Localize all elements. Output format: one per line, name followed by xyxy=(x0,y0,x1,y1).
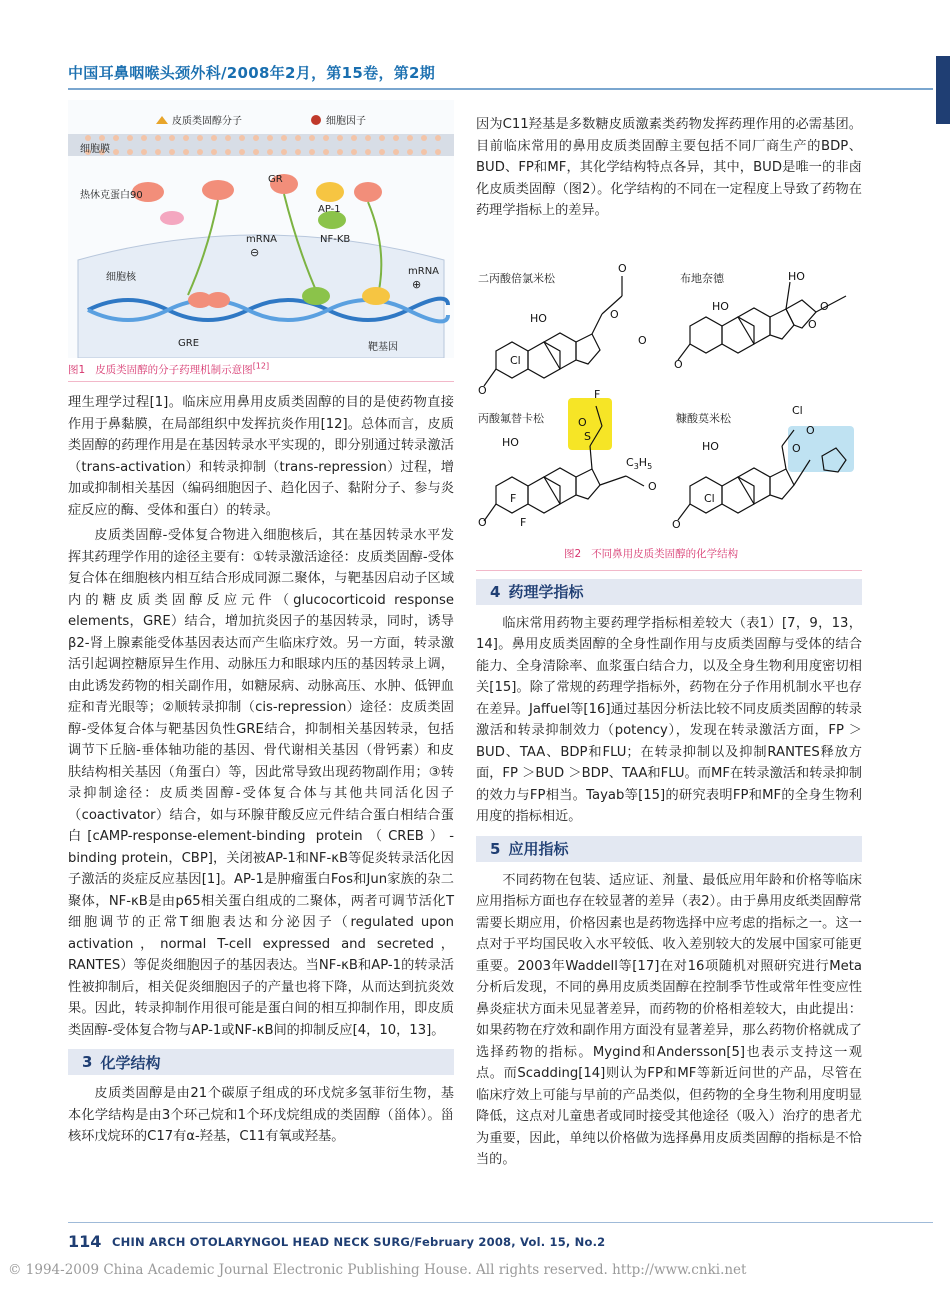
svg-text:HO: HO xyxy=(702,439,719,453)
right-paragraph-3: 不同药物在包装、适应证、剂量、最低应用年龄和价格等临床应用指标方面也存在较显著的差异（表2）。由于鼻用皮纸类固醇常需要长期应用，价格因素也是药物选择中应考虑的指标之一。这一点对于平均国民收入水平较低、收入差别较大的发展中国家可能更重要。2003年Waddell等[17]在对16项随机对照研究进行Meta分析后发现，不同的鼻用皮质类固醇在控制季节性或常年性变应性鼻炎症状方面未见显著差异，而药物的价格相差较大，由此提出：如果药物在疗效和副作用方面没有显著差异，那么药物价格就成了选择药物的指标。Mygind和Andersson[5]也表示支持这一观点。而Scadding[14]则认为FP和MF等新近问世的产品，尽管在临床疗效上可能与早前的产品类似，但药物的全身生物利用度明显降低，这点对儿童患者或同时接受其他途径（吸入）治疗的患者尤为重要，因此，单纯以价格做为选择鼻用皮质类固醇的指标是不恰当的。 xyxy=(476,872,862,1167)
right-paragraph-1: 因为C11羟基是多数糖皮质激素类药物发挥药理作用的必需基团。目前临床常用的鼻用皮质类固醇主要包括不同厂商生产的BDP、BUD、FP和MF，其化学结构特点各异，其中，BUD是唯一的非卤化皮质类固醇（图2）。化学结构的不同在一定程度上导致了药物在药理学指标上的差异。 xyxy=(476,117,862,218)
figure-1 xyxy=(68,100,454,358)
svg-text:O: O xyxy=(478,515,487,529)
section-4-heading xyxy=(476,579,862,605)
figure-1-caption-text: 皮质类固醇的分子药理机制示意图 xyxy=(95,364,253,376)
right-paragraph-2: 临床常用药物主要药理学指标相差较大（表1）[7，9，13，14]。鼻用皮质类固醇的全身性副作用与皮质类固醇与受体的结合能力、全身清除率、血浆蛋白结合力，以及全身生物利用度密切相关[15]。除了常规的药理学指标外，药物在分子作用机制水平也存在差异。Jaffuel等[16]通过基因分析法比较不同皮质类固醇的转录激活和转录抑制效力（potency），发现在转录激活方面，FP ＞BUD、TAA、BDP和FLU；在转录抑制以及抑制RANTES释放方面，FP ＞BUD ＞BDP、TAA和FLU。而MF在转录激活和转录抑制的效力与FP相当。Tayab等[15]的研究表明FP和MF的全身生物利用度的指标相近。 xyxy=(476,615,862,824)
svg-text:Cl: Cl xyxy=(510,353,521,367)
svg-text:C3H5: $C_3H_5$ xyxy=(626,455,653,471)
caption-rule-2 xyxy=(476,570,862,571)
svg-text:HO: HO xyxy=(788,269,805,283)
structure-bud xyxy=(678,282,846,360)
journal-header: 中国耳鼻咽喉头颈外科/2008年2月，第15卷，第2期 xyxy=(68,64,436,82)
svg-text:HO: HO xyxy=(502,435,519,449)
ap1-on-dna xyxy=(362,287,390,305)
label-hsp90: 热休克蛋白90 xyxy=(80,190,143,201)
label-gr: GR xyxy=(268,174,283,185)
svg-text:Cl: Cl xyxy=(792,403,803,417)
figure-2 xyxy=(476,236,862,566)
section-5-heading xyxy=(476,836,862,862)
header-rule xyxy=(68,88,933,90)
svg-text:O: O xyxy=(478,383,487,397)
footer-journal: CHIN ARCH OTOLARYNGOL HEAD NECK SURG/February 2008, Vol. 15, No.2 xyxy=(112,1235,606,1249)
label-mf: 糠酸莫米松 xyxy=(676,411,731,425)
svg-text:F: F xyxy=(520,515,527,529)
section-5-title: 应用指标 xyxy=(508,840,569,858)
section-3-heading xyxy=(68,1049,454,1075)
figure-2-caption-text: 不同鼻用皮质类固醇的化学结构 xyxy=(591,547,739,560)
label-membrane: 细胞膜 xyxy=(80,144,110,155)
svg-text:O: O xyxy=(618,261,627,275)
label-target-gene: 靶基因 xyxy=(368,342,398,353)
nfkb-on-dna xyxy=(302,287,330,305)
figure-1-caption-label: 图1 xyxy=(68,364,86,376)
label-steroid: 皮质类固醇分子 xyxy=(172,116,242,127)
label-cytokine: 细胞因子 xyxy=(326,116,366,127)
header-tab xyxy=(936,56,950,124)
figure-1-caption-ref: [12] xyxy=(252,361,270,371)
svg-text:O: O xyxy=(808,317,817,331)
svg-text:O: O xyxy=(648,479,657,493)
copyright-notice: © 1994-2009 China Academic Journal Electronic Publishing House. All rights reserved. http://www.cnki.net xyxy=(8,1262,747,1278)
svg-text:O: O xyxy=(672,517,681,531)
figure-2-caption-label: 图2 xyxy=(564,547,582,560)
label-bud: 布地奈德 xyxy=(680,271,724,285)
right-column xyxy=(476,100,862,1171)
steroid-molecule-icon xyxy=(156,116,168,124)
svg-text:HO: HO xyxy=(530,311,547,325)
ap1-gr-complex xyxy=(354,182,382,202)
caption-rule xyxy=(68,381,454,382)
section-4-title: 药理学指标 xyxy=(508,583,584,601)
section-5-number: 5 xyxy=(490,839,501,858)
label-fp: 丙酸氟替卡松 xyxy=(478,411,544,425)
label-mrna-repressed: mRNA xyxy=(246,234,278,245)
ap1-protein xyxy=(316,182,344,202)
svg-text:S: S xyxy=(584,429,591,443)
svg-text:Cl: Cl xyxy=(704,491,715,505)
svg-text:O: O xyxy=(578,415,587,429)
svg-text:HO: HO xyxy=(712,299,729,313)
structure-bdp xyxy=(484,276,622,386)
label-nfkb: NF-KB xyxy=(320,234,351,245)
svg-text:F: F xyxy=(594,387,601,401)
label-gre: GRE xyxy=(178,338,200,349)
label-bdp: 二丙酸倍氯米松 xyxy=(478,271,555,285)
label-ap1: AP-1 xyxy=(318,204,341,215)
svg-text:O: O xyxy=(638,333,647,347)
hsp90-fragment xyxy=(160,211,184,225)
left-paragraph-3: 皮质类固醇是由21个碳原子组成的环戊烷多氢菲衍生物，基本化学结构是由3个环己烷和1个环戊烷组成的类固醇（甾体）。甾核环戊烷环的C17有α-羟基，C11有氧或羟基。 xyxy=(68,1086,454,1144)
plus-sign-icon: ⊕ xyxy=(412,278,422,291)
svg-text:F: F xyxy=(510,491,517,505)
label-nucleus: 细胞核 xyxy=(106,272,136,283)
figure-1-illustration xyxy=(68,100,454,358)
page-number: 114 xyxy=(68,1232,102,1251)
left-column xyxy=(68,100,454,1148)
figure-2-caption xyxy=(564,542,738,561)
section-3-number: 3 xyxy=(82,1053,93,1071)
section-4-number: 4 xyxy=(490,582,501,601)
left-paragraph-1: 理生理学过程[1]。临床应用鼻用皮质类固醇的目的是使药物直接作用于鼻黏膜，在局部组织中发挥抗炎作用[12]。总体而言，皮质类固醇的药理作用是在基因转录水平实现的，即分别通过转录激活（trans-activation）和转录抑制（trans-repression）过程，增加或抑制相关基因（编码细胞因子、趋化因子、黏附分子、参与炎症反应的酶、受体和蛋白）的转录。 xyxy=(68,395,454,518)
svg-text:O: O xyxy=(792,441,801,455)
svg-text:O: O xyxy=(820,299,829,313)
minus-sign-icon: ⊖ xyxy=(250,246,260,259)
left-paragraph-2: 皮质类固醇-受体复合物进入细胞核后，其在基因转录水平发挥其药理学作用的途径主要有：①转录激活途径：皮质类固醇-受体复合体在细胞核内相互结合形成同源二聚体，与靶基因启动子区域内的糖皮质类固醇反应元件（glucocorticoid response elements，GRE）结合，增加抗炎因子的基因转录，同时，诱导β2-肾上腺素能受体基因表达而产生临床疗效。另一方面，转录激活引起调控糖原异生作用、动脉压力和眼球内压的基因转录上调，由此诱发药物的相关副作用，如糖尿病、动脉高压、水肿、低钾血症和青光眼等；②顺转录抑制（cis-repression）途径：皮质类固醇-受体复合体与靶基因负性GRE结合，抑制相关基因转录，包括调节下丘脑-垂体轴功能的基因、骨代谢相关基因（骨钙素）和皮肤结构相关基因（角蛋白）等，因此常导致出现药物副作用；③转录抑制途径：皮质类固醇-受体复合体与其他共同活化因子（coactivator）结合，如与环腺苷酸反应元件结合蛋白相结合蛋白[cAMP-response-element-binding protein（CREB）-binding protein，CBP]，关闭被AP-1和NF-κB等促炎转录活化因子激活的炎症反应基因[1]。AP-1是肿瘤蛋白Fos和Jun家族的杂二聚体，NF-κB是由p65相关蛋白组成的二聚体，两者可调节活化T细胞调节的正常T细胞表达和分泌因子（regulated upon activation，normal T-cell expressed and secreted，RANTES）等促炎细胞因子的基因表达。当NF-κB和AP-1的转录活性被抑制后，相关促炎细胞因子的产量也将下降，从而达到抗炎效果。因此，转录抑制作用很可能是蛋白间的相互抑制作用，即皮质类固醇-受体复合物与AP-1或NF-κB间的抑制反应[4，10，13]。 xyxy=(68,528,454,1038)
gr-complex xyxy=(202,180,234,200)
svg-text:O: O xyxy=(610,307,619,321)
svg-text:O: O xyxy=(674,357,683,371)
section-3-title: 化学结构 xyxy=(100,1053,161,1072)
structure-atom-labels xyxy=(478,262,829,531)
label-mrna-activated: mRNA xyxy=(408,266,440,277)
cytokine-icon xyxy=(311,115,321,125)
footer-rule xyxy=(68,1222,933,1223)
gr-dimer xyxy=(206,292,230,308)
svg-text:O: O xyxy=(806,423,815,437)
figure-1-caption xyxy=(68,358,454,377)
